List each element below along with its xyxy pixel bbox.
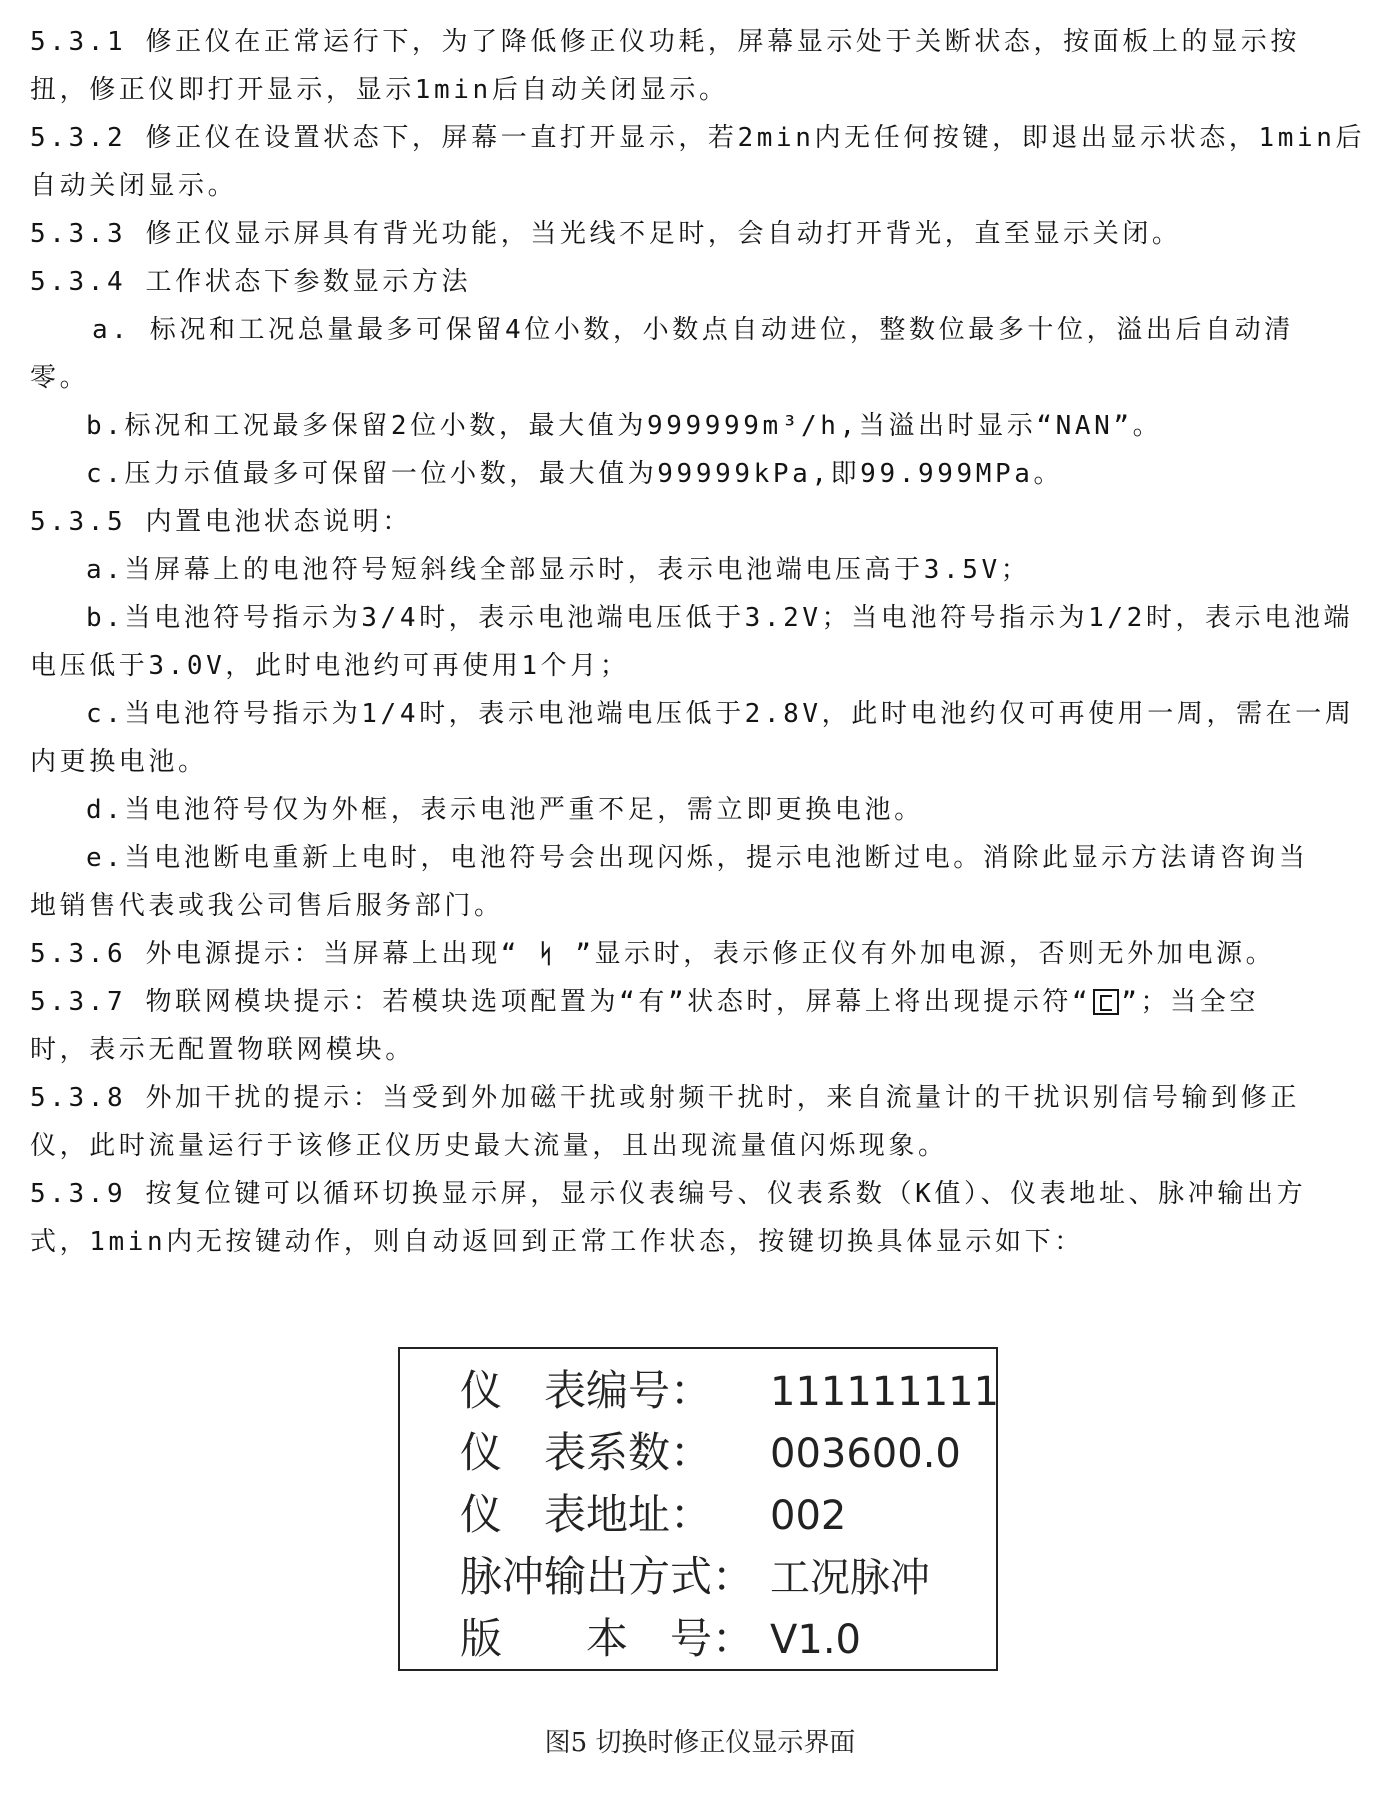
display-panel-figure [398, 1347, 998, 1671]
text-line: 时，表示无配置物联网模块。 [30, 1035, 415, 1065]
document-body [30, 18, 1370, 1266]
panel-label: 版 本 号： [460, 1614, 755, 1663]
text-segment: 5.3.6 外电源提示：当屏幕上出现“ [30, 939, 520, 969]
text-line-537 [30, 978, 1370, 1026]
figure-caption: 图5 切换时修正仪显示界面 [544, 1728, 856, 1758]
panel-value: V1.0 [770, 1617, 861, 1663]
panel-row-meter-factor [460, 1423, 961, 1483]
panel-value: 111111111 [770, 1369, 1000, 1415]
text-segment: 5.3.7 物联网模块提示：若模块选项配置为“有”状态时，屏幕上将出现提示符“ [30, 987, 1092, 1017]
text-line: 式，1min内无按键动作，则自动返回到正常工作状态，按键切换具体显示如下： [30, 1227, 1084, 1257]
text-line-536 [30, 930, 1370, 978]
text-line: d.当电池符号仅为外框，表示电池严重不足，需立即更换电池。 [86, 795, 924, 825]
panel-row-meter-address [460, 1485, 846, 1545]
panel-label: 仪 表地址： [460, 1490, 713, 1539]
text-segment: ”显示时，表示修正仪有外加电源，否则无外加电源。 [575, 939, 1276, 969]
panel-row-meter-number [460, 1361, 999, 1421]
text-line: 扭，修正仪即打开显示，显示1min后自动关闭显示。 [30, 75, 729, 105]
text-line: 自动关闭显示。 [30, 171, 238, 201]
panel-label: 仪 表系数： [460, 1428, 713, 1477]
text-line: e.当电池断电重新上电时，电池符号会出现闪烁，提示电池断过电。消除此显示方法请咨询当 [86, 843, 1309, 873]
panel-label: 仪 表编号： [460, 1366, 713, 1415]
text-line: 零。 [30, 363, 90, 393]
iot-module-icon [1093, 989, 1119, 1015]
panel-row-pulse-mode [460, 1547, 930, 1607]
external-power-icon: ᛋ [537, 939, 558, 969]
text-line: b.当电池符号指示为3/4时，表示电池端电压低于3.2V；当电池符号指示为1/2时，表示电池端 [86, 603, 1354, 633]
text-segment: ”；当全空 [1121, 987, 1259, 1017]
text-line: 仪，此时流量运行于该修正仪历史最大流量，且出现流量值闪烁现象。 [30, 1131, 948, 1161]
text-line: 电压低于3.0V，此时电池约可再使用1个月； [30, 651, 630, 681]
text-line: 5.3.9 按复位键可以循环切换显示屏，显示仪表编号、仪表系数（K值）、仪表地址、脉冲输出方 [30, 1179, 1307, 1209]
text-line: c.压力示值最多可保留一位小数，最大值为99999kPa,即99.999MPa。 [86, 459, 1064, 489]
panel-value: 003600.0 [770, 1431, 961, 1477]
text-line: b.标况和工况最多保留2位小数，最大值为999999m³/h,当溢出时显示“NAN”。 [86, 411, 1163, 441]
panel-value: 工况脉冲 [770, 1555, 930, 1601]
text-line: 5.3.3 修正仪显示屏具有背光功能，当光线不足时，会自动打开背光，直至显示关闭。 [30, 219, 1182, 249]
text-line: 5.3.4 工作状态下参数显示方法 [30, 267, 472, 297]
panel-value: 002 [770, 1493, 847, 1539]
text-line: 5.3.2 修正仪在设置状态下，屏幕一直打开显示，若2min内无任何按键，即退出显示状态，1min后 [30, 123, 1366, 153]
text-line: 5.3.5 内置电池状态说明： [30, 507, 412, 537]
panel-label: 脉冲输出方式： [460, 1552, 755, 1601]
text-line: 5.3.8 外加干扰的提示：当受到外加磁干扰或射频干扰时，来自流量计的干扰识别信号输到修正 [30, 1083, 1300, 1113]
text-line: a. 标况和工况总量最多可保留4位小数，小数点自动进位，整数位最多十位，溢出后自动清 [92, 315, 1294, 345]
text-line: 内更换电池。 [30, 747, 208, 777]
text-line: c.当电池符号指示为1/4时，表示电池端电压低于2.8V，此时电池约仅可再使用一周，需在一周 [86, 699, 1355, 729]
text-line: a.当屏幕上的电池符号短斜线全部显示时，表示电池端电压高于3.5V； [86, 555, 1031, 585]
panel-row-version [460, 1609, 861, 1669]
text-line: 地销售代表或我公司售后服务部门。 [30, 891, 504, 921]
text-line: 5.3.1 修正仪在正常运行下，为了降低修正仪功耗，屏幕显示处于关断状态，按面板上的显示按 [30, 27, 1300, 57]
